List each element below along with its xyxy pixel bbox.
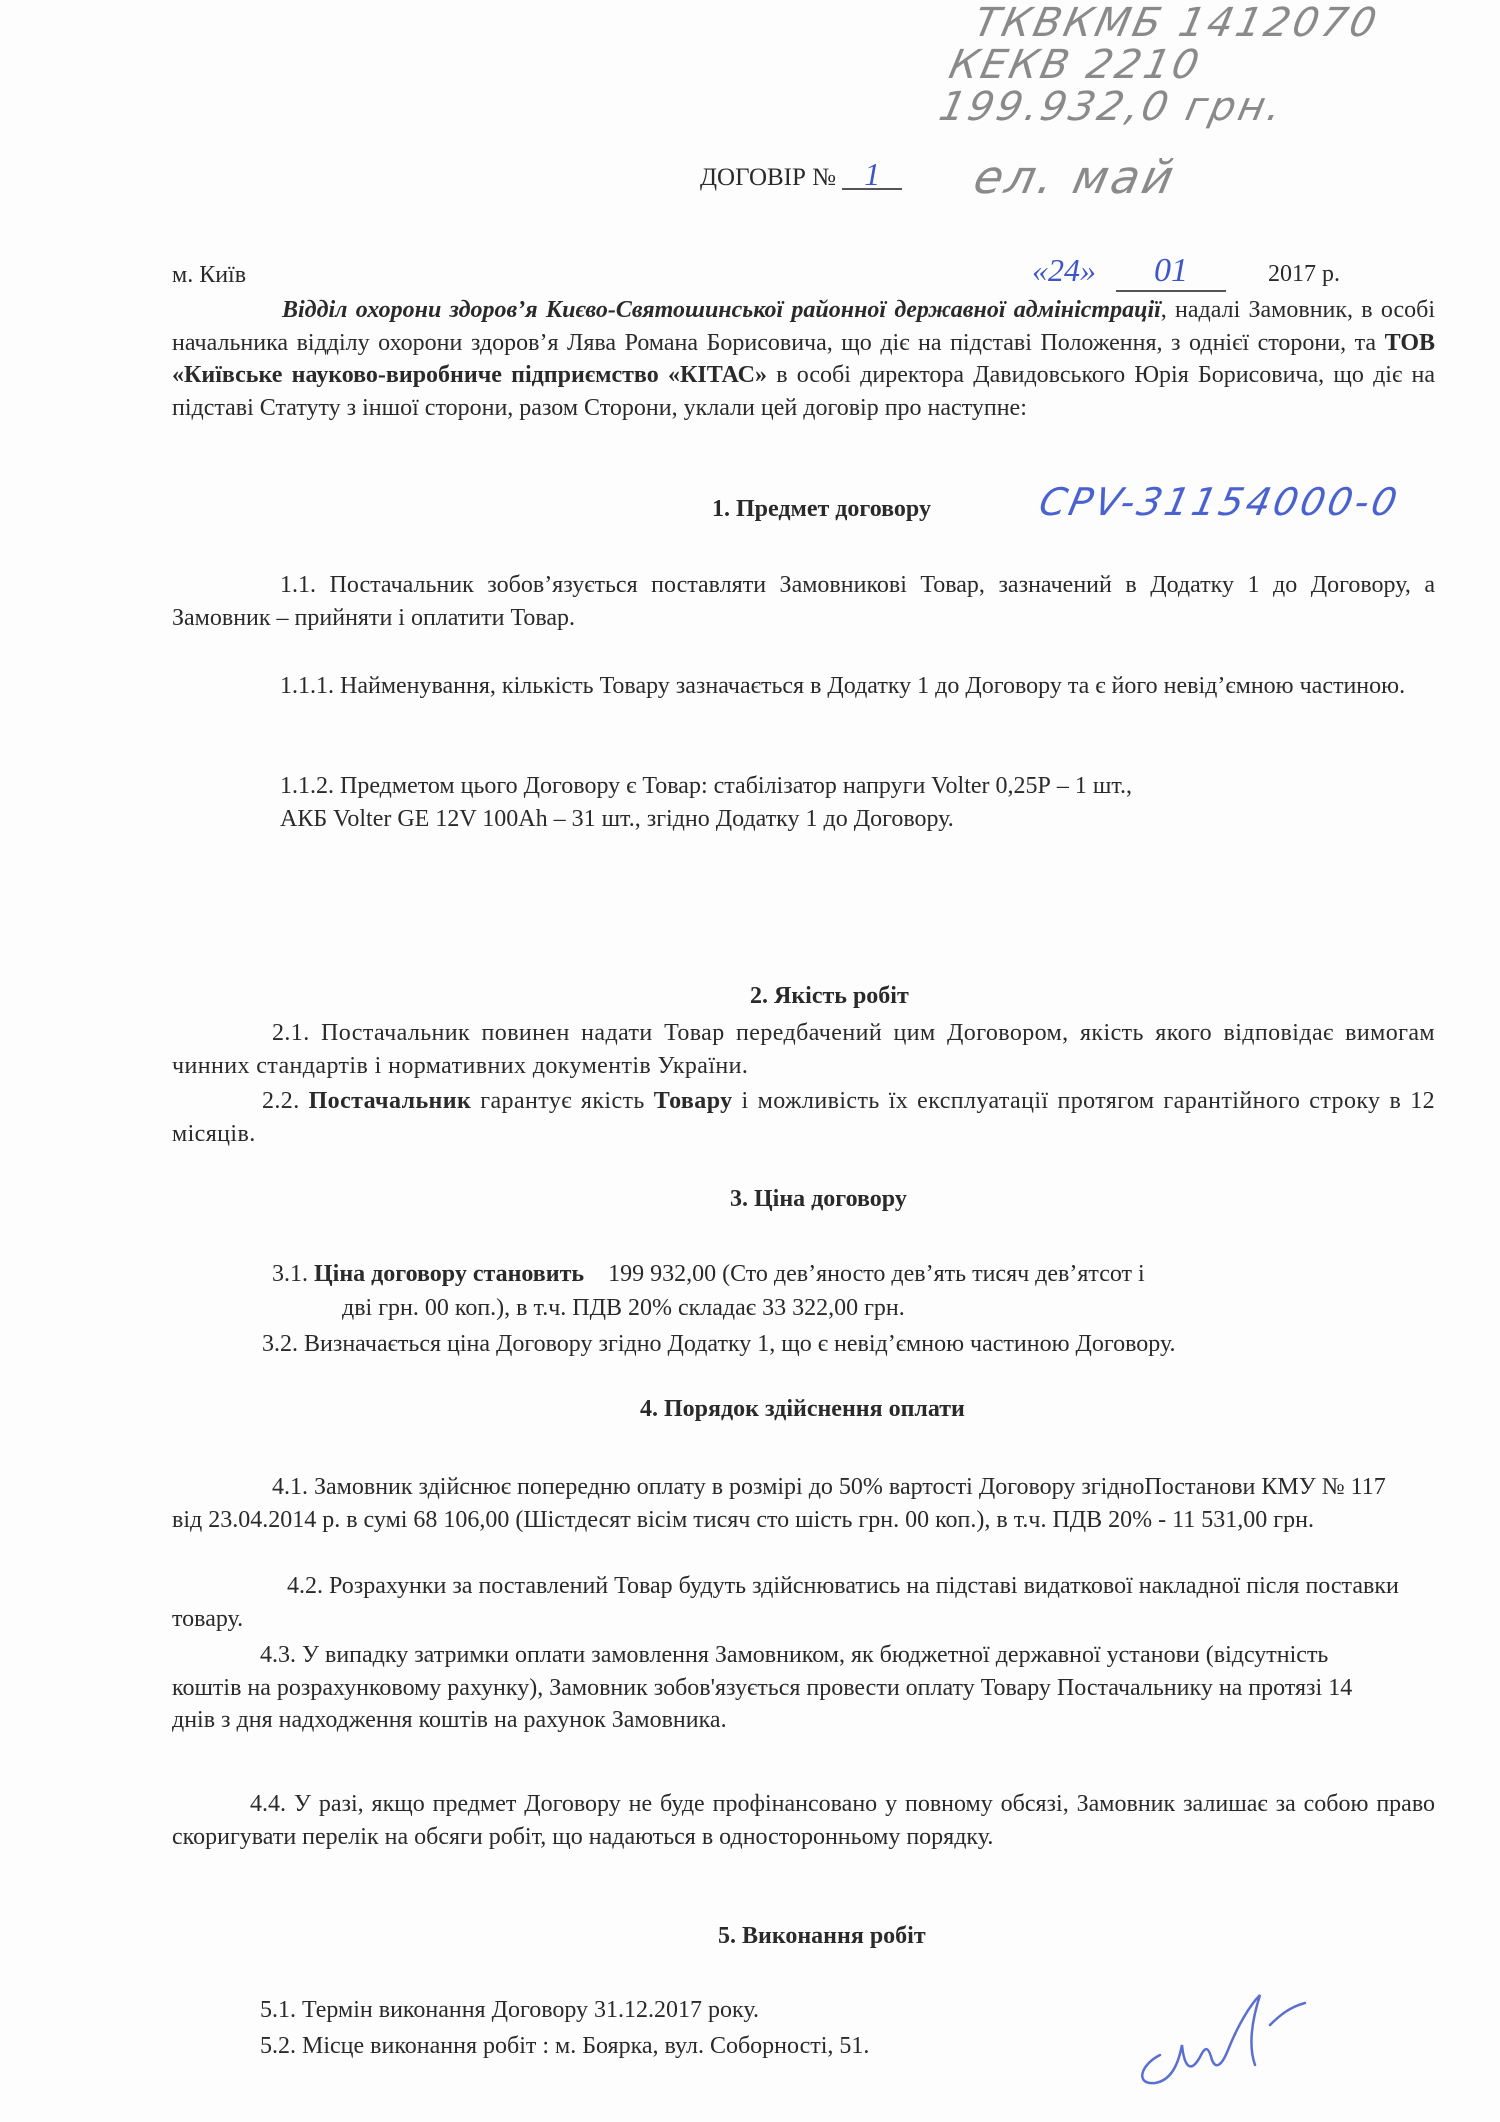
date-month: 01 xyxy=(1116,252,1226,292)
date-year: 2017 р. xyxy=(1268,261,1340,287)
supplier-name: ТОВ «Київське науково-виробниче підприємство «КІТАС» xyxy=(172,329,1435,388)
handwritten-amount: 199.932,0 грн. xyxy=(935,84,1289,130)
clause-4-4: 4.4. У разі, якщо предмет Договору не буде профінансовано у повному обсязі, Замовник залишає за собою право скоригувати перелік на обсяги робіт, що надаються в односторонньому порядку. xyxy=(172,1791,1435,1850)
handwritten-budget-code: ТКВКМБ 1412070 xyxy=(970,0,1384,46)
title-text: ДОГОВІР № xyxy=(700,164,836,191)
clause-3-1-line1: 3.1. Ціна договору становить 199 932,00 (Сто дев’яносто дев’ять тисяч дев’ятсот і xyxy=(272,1261,1145,1287)
section-4-heading: 4. Порядок здійснення оплати xyxy=(640,1396,965,1422)
clause-5-2: 5.2. Місце виконання робіт : м. Боярка, вул. Соборності, 51. xyxy=(260,2033,870,2059)
section-2-heading: 2. Якість робіт xyxy=(750,983,909,1009)
contract-date xyxy=(1032,252,1340,292)
section-5-heading: 5. Виконання робіт xyxy=(718,1923,926,1949)
clause-2-1: 2.1. Постачальник повинен надати Товар передбачений цим Договором, якість якого відповідає вимогам чинних стандартів і нормативних документів України. xyxy=(172,1020,1435,1079)
intro-paragraph xyxy=(172,294,1435,424)
section-3-heading: 3. Ціна договору xyxy=(730,1186,907,1212)
handwritten-email-note: ел. май xyxy=(969,150,1182,204)
document-title xyxy=(700,156,902,192)
handwritten-cpv-code: CPV-31154000-0 xyxy=(1035,480,1404,524)
contract-number: 1 xyxy=(842,160,902,190)
clause-1-1-1: 1.1.1. Найменування, кількість Товару зазначається в Додатку 1 до Договору та є його невід’ємною частиною. xyxy=(280,673,1406,699)
clause-5-1: 5.1. Термін виконання Договору 31.12.2017 року. xyxy=(260,1997,759,2023)
clause-4-3: 4.3. У випадку затримки оплати замовлення Замовником, як бюджетної державної установи (відсутність коштів на розрахунковому рахунку), Замовник зобов'язується провести оплату Товару Постачальнику на протязі 14 днів з дня надходження коштів на рахунок Замовника. xyxy=(172,1642,1353,1733)
section-1-heading: 1. Предмет договору xyxy=(712,496,931,522)
signature-icon xyxy=(1120,1985,1320,2095)
handwritten-kekv: КЕКВ 2210 xyxy=(945,42,1206,88)
clause-3-2: 3.2. Визначається ціна Договору згідно Додатку 1, що є невід’ємною частиною Договору. xyxy=(262,1331,1176,1357)
customer-name: Відділ охорони здоров’я Києво-Святошинської районної державної адміністрації xyxy=(282,297,1161,323)
clause-1-1-2-line2: АКБ Volter GE 12V 100Ah – 31 шт., згідно Додатку 1 до Договору. xyxy=(280,806,954,832)
clause-2-2: 2.2. Постачальник гарантує якість Товару і можливість їх експлуатації протягом гарантійного строку в 12 місяців. xyxy=(172,1088,1436,1147)
clause-4-2: 4.2. Розрахунки за поставлений Товар будуть здійснюватись на підставі видаткової накладної після поставки товару. xyxy=(172,1573,1399,1632)
date-day: «24» xyxy=(1032,252,1096,288)
clause-4-1: 4.1. Замовник здійснює попередню оплату в розмірі до 50% вартості Договору згідноПостанови КМУ № 117 від 23.04.2014 р. в сумі 68 106,00 (Шістдесят вісім тисяч сто шість грн. 00 коп.), в т.ч. ПДВ 20% - 11 531,00 грн. xyxy=(172,1474,1386,1533)
clause-3-1-line2: дві грн. 00 коп.), в т.ч. ПДВ 20% складає 33 322,00 грн. xyxy=(342,1295,905,1321)
clause-1-1-2-line1: 1.1.2. Предметом цього Договору є Товар: стабілізатор напруги Volter 0,25Р – 1 шт., xyxy=(280,773,1133,799)
clause-1-1: 1.1. Постачальник зобов’язується поставляти Замовникові Товар, зазначений в Додатку 1 до Договору, а Замовник – прийняти і оплатити Товар. xyxy=(172,572,1435,631)
intro-text-2: в особі директора Давидовського Юрія Борисовича, що діє на підставі Статуту з іншої сторони, разом Сторони, уклали цей договір про наступне: xyxy=(172,362,1435,421)
city: м. Київ xyxy=(172,262,247,288)
intro-text-1: , надалі Замовник, в особі начальника відділу охорони здоров’я Лява Романа Борисовича, що діє на підставі Положення, з однієї сторони, та xyxy=(172,297,1436,356)
